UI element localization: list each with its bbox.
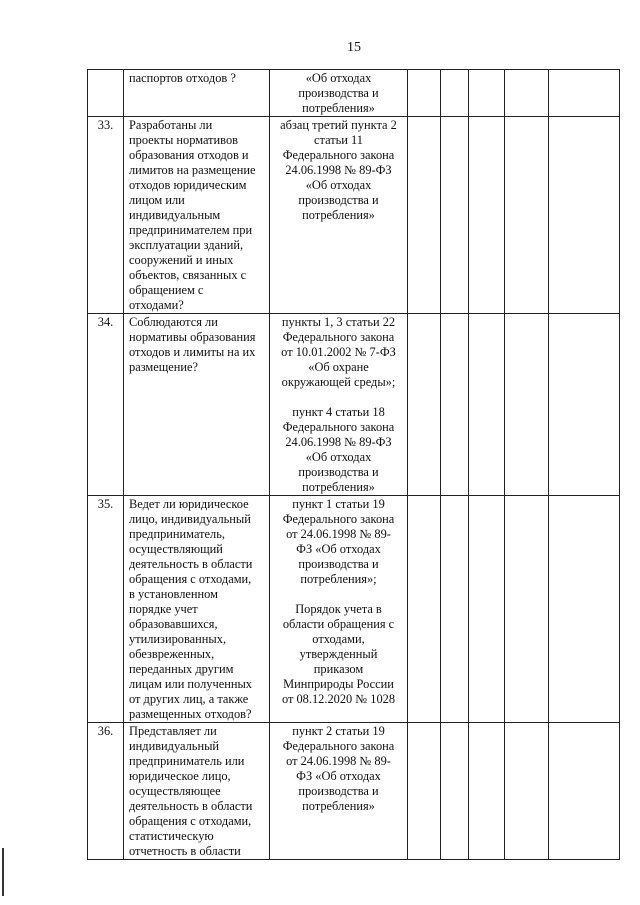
- row-number: [88, 70, 124, 117]
- table-row: [88, 496, 620, 723]
- scan-margin-line: [2, 848, 4, 896]
- table-row: [88, 723, 620, 860]
- row-number: 33.: [88, 117, 124, 314]
- legal-reference: пункт 2 статьи 19 Федерального закона от 24.06.1998 № 89- ФЗ «Об отходах производства и потребления»: [270, 723, 408, 860]
- answer-yes-cell: [408, 70, 441, 117]
- table-row: [88, 117, 620, 314]
- answer-extra-cell: [505, 496, 549, 723]
- answer-no-cell: [441, 723, 469, 860]
- row-number: 36.: [88, 723, 124, 860]
- page-number: 15: [347, 40, 361, 55]
- requirement-question: паспортов отходов ?: [124, 70, 270, 117]
- requirement-question: Представляет ли индивидуальный предприниматель или юридическое лицо, осуществляющее деятельность в области обращения с отходами, статистическую отчетность в области: [124, 723, 270, 860]
- legal-reference: пункты 1, 3 статьи 22 Федерального закона от 10.01.2002 № 7-ФЗ «Об охране окружающей среды»; пункт 4 статьи 18 Федерального закона 24.06.1998 № 89-ФЗ «Об отходах производства и потребления»: [270, 314, 408, 496]
- legal-reference: абзац третий пункта 2 статьи 11 Федерального закона 24.06.1998 № 89-ФЗ «Об отходах производства и потребления»: [270, 117, 408, 314]
- legal-reference: пункт 1 статьи 19 Федерального закона от 24.06.1998 № 89- ФЗ «Об отходах производства и потребления»; Порядок учета в области обращения с отходами, утвержденный приказом Минприроды России от 08.12.2020 № 1028: [270, 496, 408, 723]
- answer-no-cell: [441, 117, 469, 314]
- table-row: [88, 314, 620, 496]
- notes-cell: [549, 496, 620, 723]
- answer-na-cell: [469, 314, 505, 496]
- answer-na-cell: [469, 496, 505, 723]
- answer-extra-cell: [505, 314, 549, 496]
- answer-na-cell: [469, 723, 505, 860]
- notes-cell: [549, 314, 620, 496]
- answer-yes-cell: [408, 314, 441, 496]
- notes-cell: [549, 117, 620, 314]
- notes-cell: [549, 70, 620, 117]
- requirement-question: Разработаны ли проекты нормативов образования отходов и лимитов на размещение отходов юридическим лицом или индивидуальным предпринимателем при эксплуатации зданий, сооружений и иных объектов, связанных с обращением с отходами?: [124, 117, 270, 314]
- answer-extra-cell: [505, 723, 549, 860]
- notes-cell: [549, 723, 620, 860]
- requirement-question: Соблюдаются ли нормативы образования отходов и лимиты на их размещение?: [124, 314, 270, 496]
- legal-reference: «Об отходах производства и потребления»: [270, 70, 408, 117]
- row-number: 35.: [88, 496, 124, 723]
- checklist-table: [87, 69, 620, 860]
- answer-extra-cell: [505, 117, 549, 314]
- requirement-question: Ведет ли юридическое лицо, индивидуальный предприниматель, осуществляющий деятельность в области обращения с отходами, в установленном порядке учет образовавшихся, утилизированных, обезвреженных, переданных другим лицам или полученных от других лиц, а также размещенных отходов?: [124, 496, 270, 723]
- answer-no-cell: [441, 314, 469, 496]
- answer-yes-cell: [408, 496, 441, 723]
- answer-yes-cell: [408, 117, 441, 314]
- answer-na-cell: [469, 70, 505, 117]
- answer-no-cell: [441, 496, 469, 723]
- row-number: 34.: [88, 314, 124, 496]
- answer-extra-cell: [505, 70, 549, 117]
- table-row: [88, 70, 620, 117]
- answer-no-cell: [441, 70, 469, 117]
- answer-yes-cell: [408, 723, 441, 860]
- answer-na-cell: [469, 117, 505, 314]
